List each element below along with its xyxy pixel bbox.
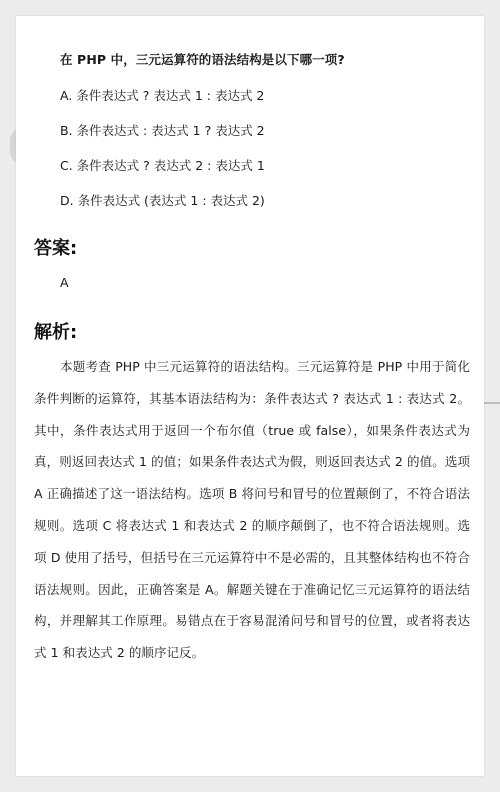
option-b: B. 条件表达式 : 表达式 1 ? 表达式 2: [60, 123, 265, 138]
option-c: C. 条件表达式 ? 表达式 2 : 表达式 1: [60, 158, 265, 173]
analysis-text: 本题考查 PHP 中三元运算符的语法结构。三元运算符是 PHP 中用于简化条件判断的运算符，其基本语法结构为：条件表达式 ? 表达式 1 : 表达式 2。其中，条件表达式用于返回一个布尔值（true 或 false），如果条件表达式为真，则返回表达式 1 的值；如果条件表达式为假，则返回表达式 2 的值。选项 A 正确描述了这一语法结构。选项 B 将问号和冒号的位置颠倒了，不符合语法规则。选项 C 将表达式 1 和表达式 2 的顺序颠倒了，也不符合语法规则。选项 D 使用了括号，但括号在三元运算符中不是必需的，且其整体结构也不符合语法规则。因此，正确答案是 A。解题关键在于准确记忆三元运算符的语法结构，并理解其工作原理。易错点在于容易混淆问号和冒号的位置，或者将表达式 1 和表达式 2 的顺序记反。: [34, 359, 470, 661]
option-a: A. 条件表达式 ? 表达式 1 : 表达式 2: [60, 88, 265, 103]
answer-heading: 答案:: [34, 238, 78, 259]
analysis-heading: 解析:: [34, 322, 78, 343]
answer-value: A: [60, 275, 69, 290]
question-title: 在 PHP 中，三元运算符的语法结构是以下哪一项?: [60, 52, 345, 67]
backdrop-divider: [482, 402, 500, 404]
option-d: D. 条件表达式 (表达式 1 : 表达式 2): [60, 193, 265, 208]
document-page[interactable]: [16, 16, 484, 776]
